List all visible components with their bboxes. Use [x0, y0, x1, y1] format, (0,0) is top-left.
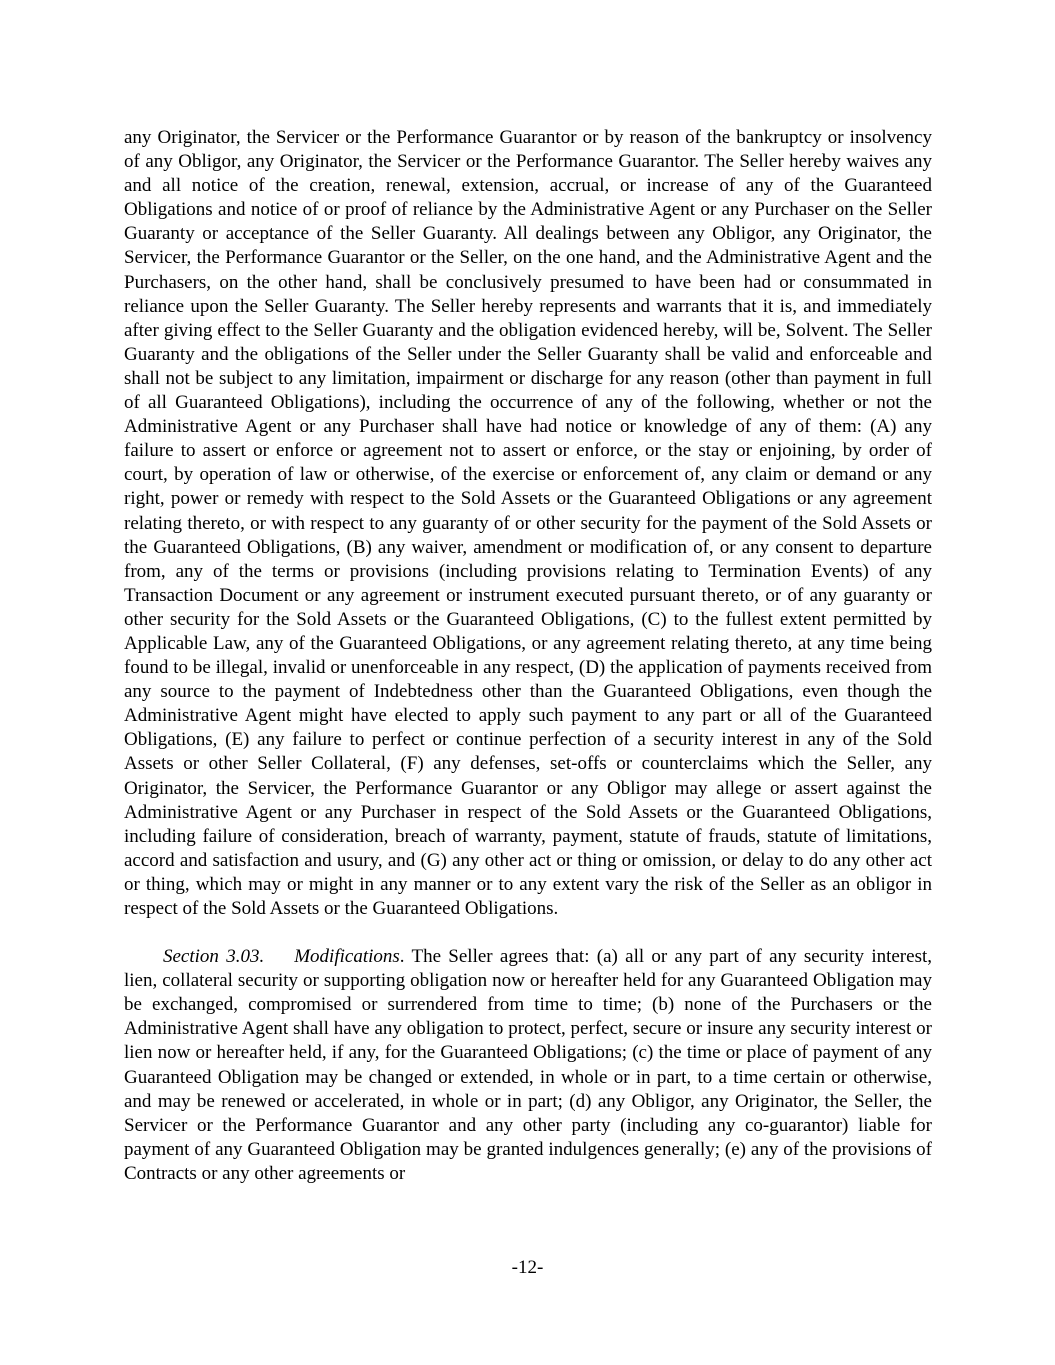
section-body-text: The Seller agrees that: (a) all or any part of any security interest, lien, collateral security or supporting obligation now or hereafter held for any Guaranteed Obligation may be exchanged, compromised or surrendered from time to time; (b) none of the Purchasers or the Administrative Agent shall have any obligation to protect, perfect, secure or insure any security interest or lien now or hereafter held, if any, for the Guaranteed Obligations; (c) the time or place of payment of any Guaranteed Obligation may be changed or extended, in whole or in part, to a time certain or otherwise, and may be renewed or accelerated, in whole or in part; (d) any Obligor, any Originator, the Seller, the Servicer or the Performance Guarantor and any other party (including any co-guarantor) liable for payment of any Guaranteed Obligation may be granted indulgences generally; (e) any of the provisions of Contracts or any other agreements or — [124, 946, 932, 1184]
section-number: Section 3.03. — [163, 946, 265, 968]
section-title: Modifications — [294, 946, 400, 968]
section-title-punctuation: . — [399, 946, 405, 968]
document-body — [124, 126, 932, 1186]
section-3-03-paragraph — [124, 945, 932, 1186]
guaranty-waiver-paragraph: any Originator, the Servicer or the Performance Guarantor or by reason of the bankruptcy or insolvency of any Obligor, any Originator, the Servicer or the Performance Guarantor. The Seller hereby waives any and all notice of the creation, renewal, extension, accrual, or increase of any of the Guaranteed Obligations and notice of or proof of reliance by the Administrative Agent or any Purchaser on the Seller Guaranty or acceptance of the Seller Guaranty. All dealings between any Obligor, any Originator, the Servicer, the Performance Guarantor or the Seller, on the one hand, and the Administrative Agent and the Purchasers, on the other hand, shall be conclusively presumed to have been had or consummated in reliance upon the Seller Guaranty. The Seller hereby represents and warrants that it is, and immediately after giving effect to the Seller Guaranty and the obligation evidenced hereby, will be, Solvent. The Seller Guaranty and the obligations of the Seller under the Seller Guaranty shall be valid and enforceable and shall not be subject to any limitation, impairment or discharge for any reason (other than payment in full of all Guaranteed Obligations), including the occurrence of any of the following, whether or not the Administrative Agent or any Purchaser shall have had notice or knowledge of any of them: (A) any failure to assert or enforce or agreement not to assert or enforce, or the stay or enjoining, by order of court, by operation of law or otherwise, of the exercise or enforcement of, any claim or demand or any right, power or remedy with respect to the Sold Assets or the Guaranteed Obligations or any agreement relating thereto, or with respect to any guaranty of or other security for the payment of the Sold Assets or the Guaranteed Obligations, (B) any waiver, amendment or modification of, or any consent to departure from, any of the terms or provisions (including provisions relating to Termination Events) of any Transaction Document or any agreement or instrument executed pursuant thereto, or of any guaranty or other security for the Sold Assets or the Guaranteed Obligations, (C) to the fullest extent permitted by Applicable Law, any of the Guaranteed Obligations, or any agreement relating thereto, at any time being found to be illegal, invalid or unenforceable in any respect, (D) the application of payments received from any source to the payment of Indebtedness other than the Guaranteed Obligations, even though the Administrative Agent might have elected to apply such payment to any part or all of the Guaranteed Obligations, (E) any failure to perfect or continue perfection of a security interest in any of the Sold Assets or other Seller Collateral, (F) any defenses, set-offs or counterclaims which the Seller, any Originator, the Servicer, the Performance Guarantor or any Obligor may allege or assert against the Administrative Agent or any Purchaser in respect of the Sold Assets or the Guaranteed Obligations, including failure of consideration, breach of warranty, payment, statute of frauds, statute of limitations, accord and satisfaction and usury, and (G) any other act or thing or omission, or delay to do any other act or thing, which may or might in any manner or to any extent vary the risk of the Seller as an obligor in respect of the Sold Assets or the Guaranteed Obligations. — [124, 127, 932, 919]
page-number: -12- — [511, 1257, 544, 1278]
